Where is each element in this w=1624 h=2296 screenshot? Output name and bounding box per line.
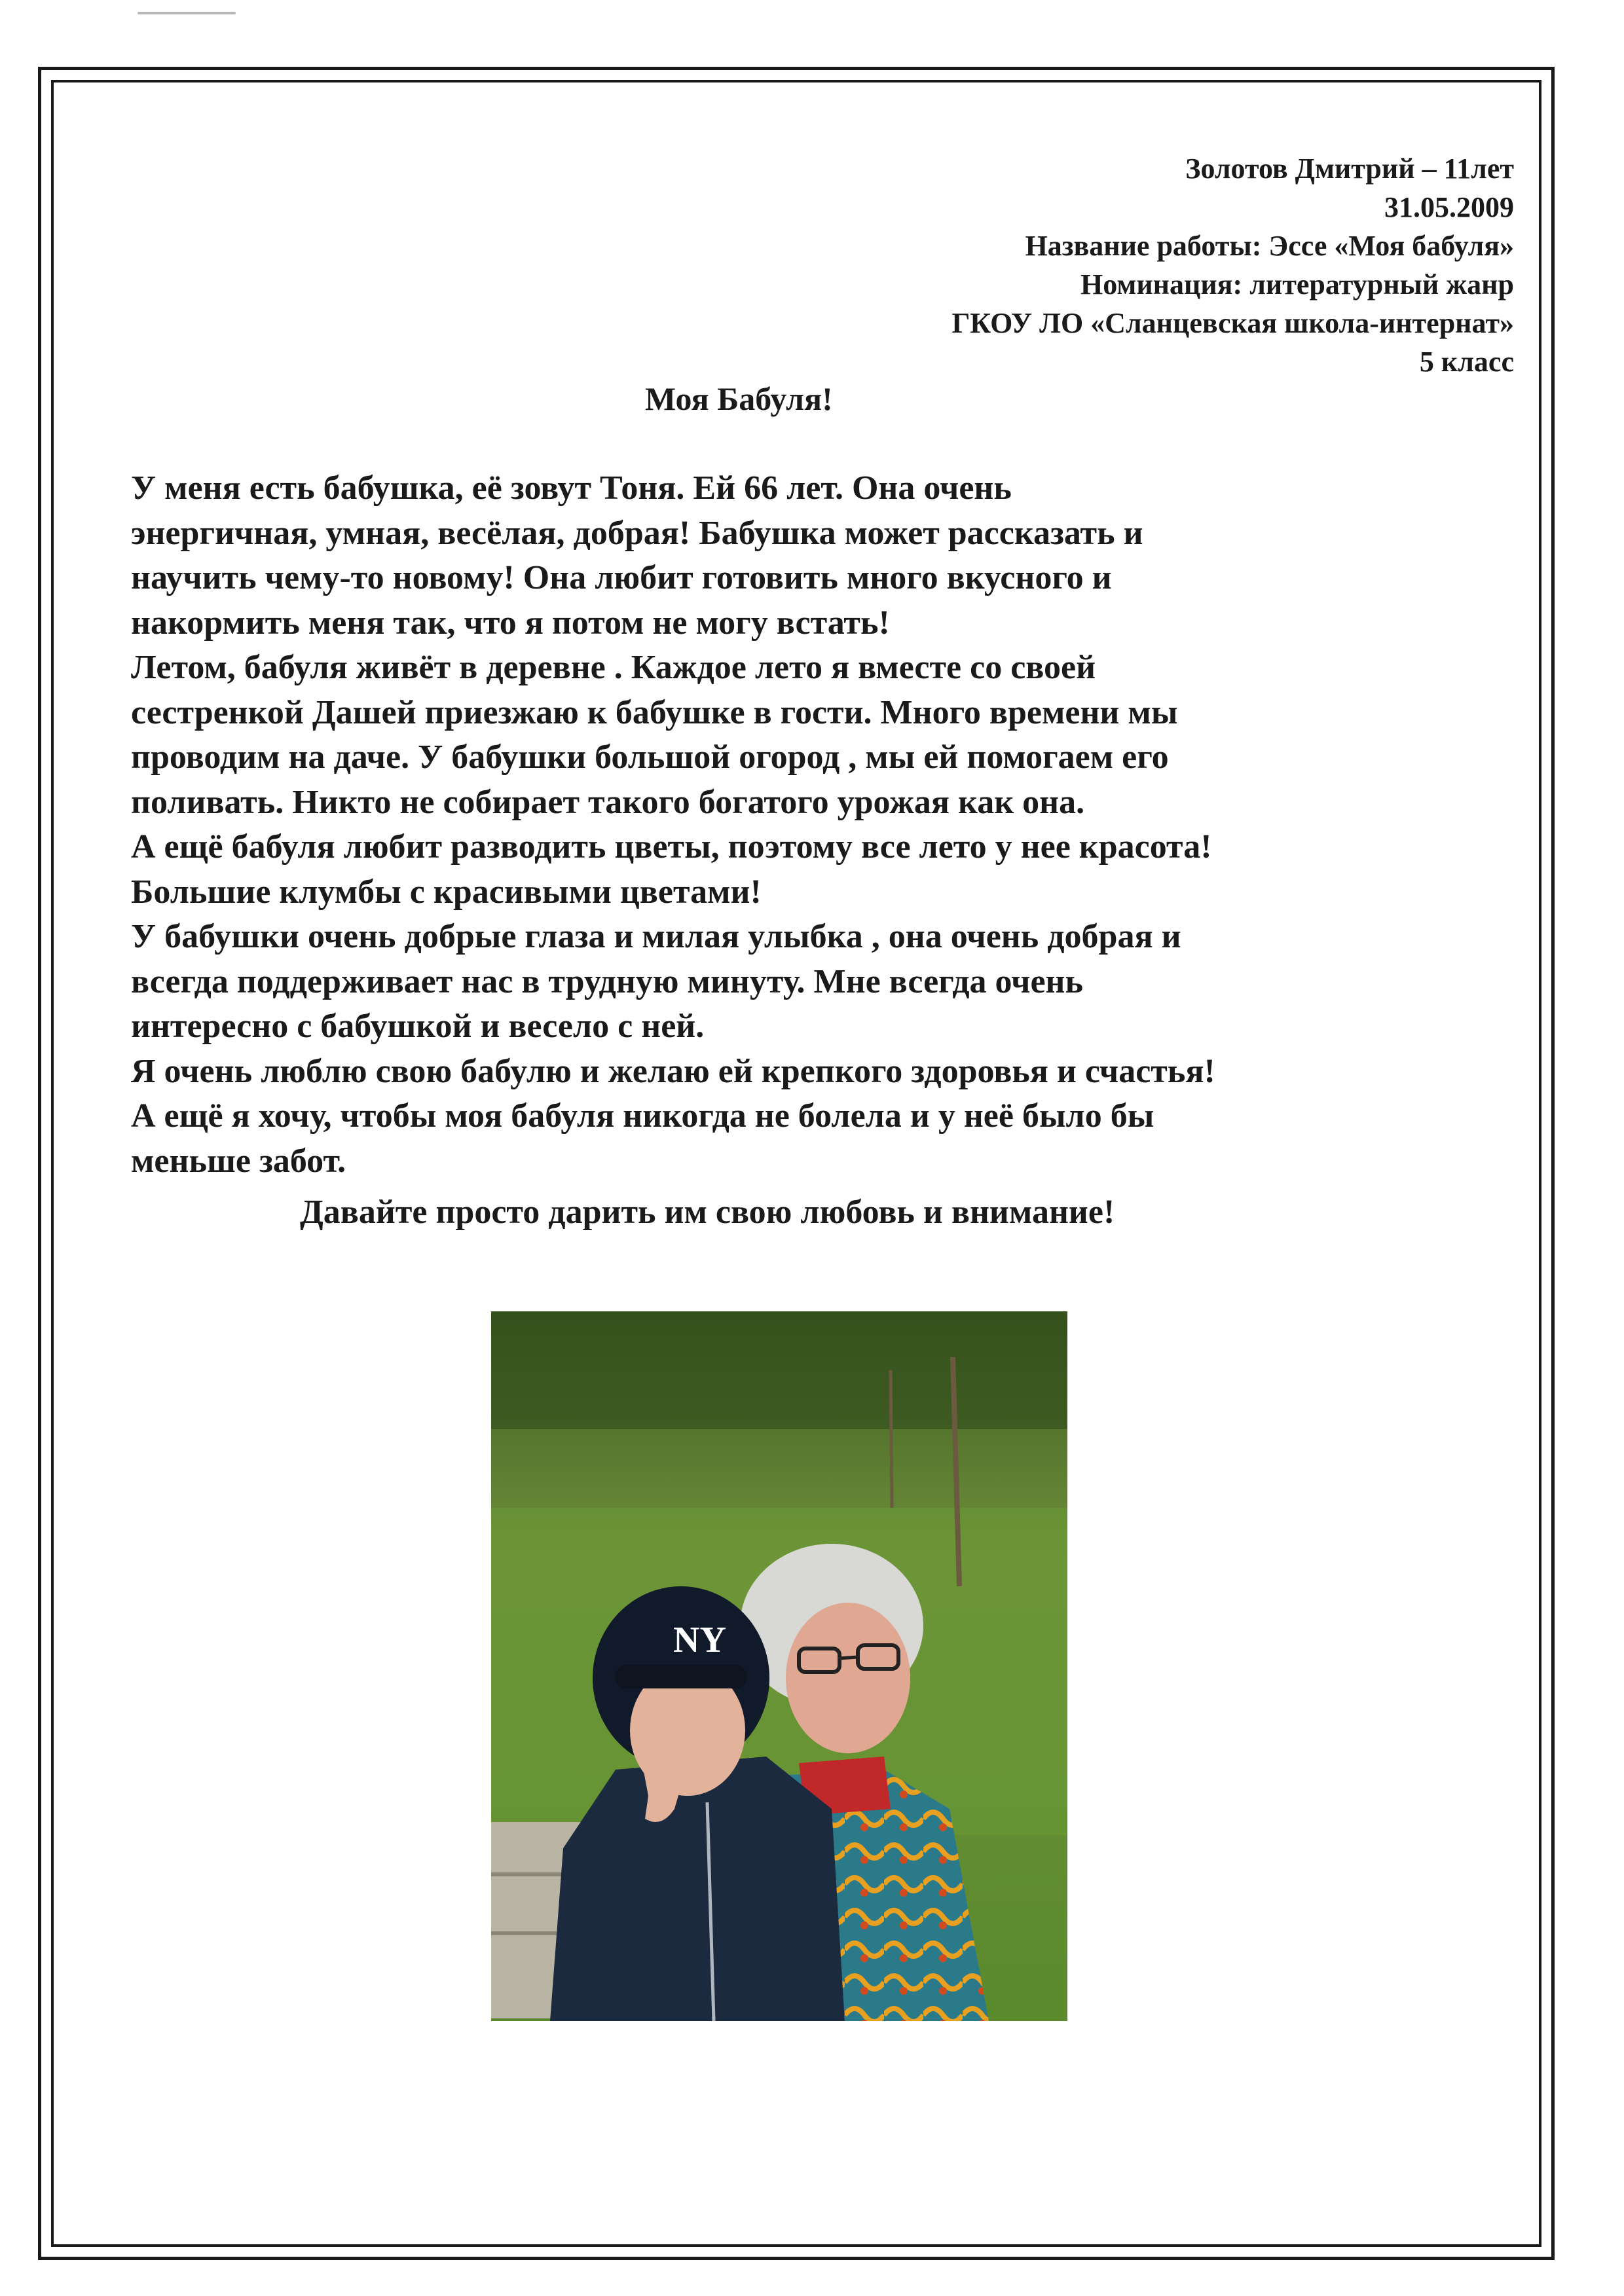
boy-cap-brim [616,1665,747,1688]
cap-logo: NY [673,1620,726,1660]
essay-body [131,466,1434,1184]
fence-post [891,1370,892,1508]
tree-line [491,1311,1067,1429]
essay-line: поливать. Никто не собирает такого богатого урожая как она. [131,783,1085,821]
essay-line: А ещё бабуля любит разводить цветы, поэтому все лето у нее красота! [131,828,1212,866]
grade: 5 класс [1419,346,1514,378]
essay-line: У меня есть бабушка, её зовут Тоня. Ей 66 лет. Она очень [131,469,1012,507]
essay-line: научить чему-то новому! Она любит готовить много вкусного и [131,559,1112,596]
family-photo [491,1311,1067,2021]
essay-line: Большие клумбы с красивыми цветами! [131,873,762,911]
nomination: Номинация: литературный жанр [1080,268,1514,301]
work-title: Название работы: Эссе «Моя бабуля» [1025,230,1514,262]
essay-line: проводим на даче. У бабушки большой огород , мы ей помогаем его [131,738,1169,776]
grandmother-face [786,1603,910,1753]
school-name: ГКОУ ЛО «Сланцевская школа-интернат» [951,307,1514,339]
essay-line: У бабушки очень добрые глаза и милая улыбка , она очень добрая и [131,918,1181,955]
author-name: Золотов Дмитрий – 11лет [1185,153,1514,185]
closing-line: Давайте просто дарить им свою любовь и внимание! [300,1194,1115,1231]
essay-line: всегда поддерживает нас в трудную минуту. Мне всегда очень [131,962,1084,1000]
essay-line: энергичная, умная, весёлая, добрая! Бабушка может рассказать и [131,514,1143,552]
essay-line: Летом, бабуля живёт в деревне . Каждое лето я вместе со своей [131,649,1096,686]
essay-line: А ещё я хочу, чтобы моя бабуля никогда не болела и у неё было бы [131,1097,1154,1135]
essay-line: меньше забот. [131,1142,346,1180]
scan-artifact [138,12,236,14]
essay-line: интересно с бабушкой и весело с ней. [131,1008,705,1045]
glasses-bridge [840,1657,858,1658]
essay-title: Моя Бабуля! [645,380,833,417]
essay-line: накормить меня так, что я потом не могу встать! [131,604,890,642]
author-info-block [951,149,1514,381]
essay-date: 31.05.2009 [1384,191,1514,223]
family-photo-illustration [491,1311,1067,2021]
essay-line: сестренкой Дашей приезжаю к бабушке в гости. Много времени мы [131,693,1178,731]
essay-line: Я очень люблю свою бабулю и желаю ей крепкого здоровья и счастья! [131,1052,1215,1090]
